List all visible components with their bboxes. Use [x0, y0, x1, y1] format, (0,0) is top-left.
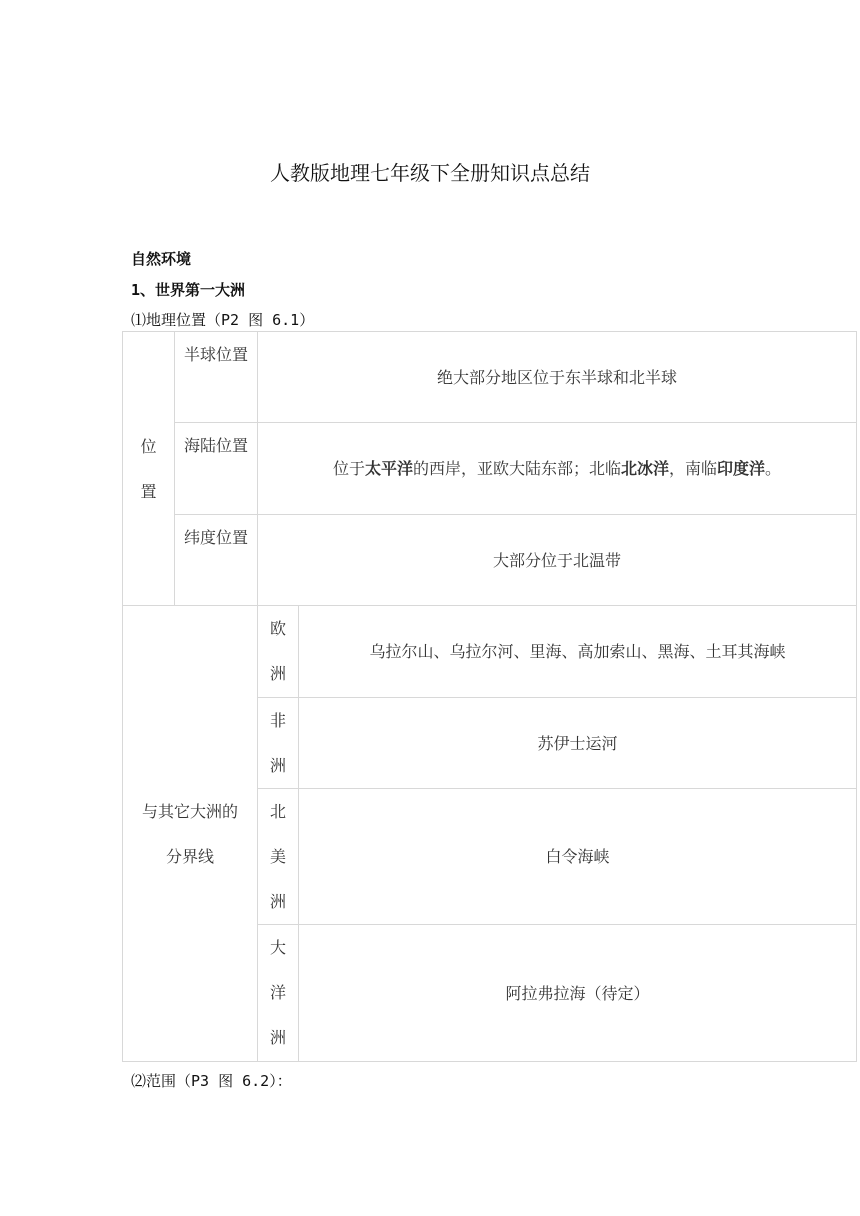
table-row [123, 515, 857, 606]
boundary-europe: 乌拉尔山、乌拉尔河、里海、高加索山、黑海、土耳其海峡 [299, 606, 857, 698]
row-content-hemisphere: 绝大部分地区位于东半球和北半球 [258, 332, 857, 423]
row-label-hemisphere: 半球位置 [175, 332, 258, 423]
range-heading: ⑵范围（P3 图 6.2）： [131, 1072, 292, 1090]
table-row [123, 606, 857, 698]
continent-north-america: 北美洲 [258, 789, 299, 925]
subsection-heading: 1、世界第一大洲 [131, 281, 246, 299]
continent-africa: 非洲 [258, 698, 299, 789]
position-group-cell: 位置 [123, 332, 175, 606]
table-row [123, 332, 857, 423]
row-label-latitude: 纬度位置 [175, 515, 258, 606]
continent-europe: 欧洲 [258, 606, 299, 698]
row-content-sea-land: 位于太平洋的西岸，亚欧大陆东部；北临北冰洋，南临印度洋。 [258, 423, 857, 515]
section-heading: 自然环境 [131, 250, 192, 268]
geography-table [122, 331, 857, 1062]
continent-oceania: 大洋洲 [258, 925, 299, 1062]
boundary-group-cell: 与其它大洲的分界线 [123, 606, 258, 1062]
boundary-oceania: 阿拉弗拉海（待定） [299, 925, 857, 1062]
boundary-north-america: 白令海峡 [299, 789, 857, 925]
table-row [123, 423, 857, 515]
geo-position-heading: ⑴地理位置（P2 图 6.1） [131, 311, 315, 329]
page-title: 人教版地理七年级下全册知识点总结 [270, 161, 590, 185]
boundary-africa: 苏伊士运河 [299, 698, 857, 789]
row-content-latitude: 大部分位于北温带 [258, 515, 857, 606]
row-label-sea-land: 海陆位置 [175, 423, 258, 515]
